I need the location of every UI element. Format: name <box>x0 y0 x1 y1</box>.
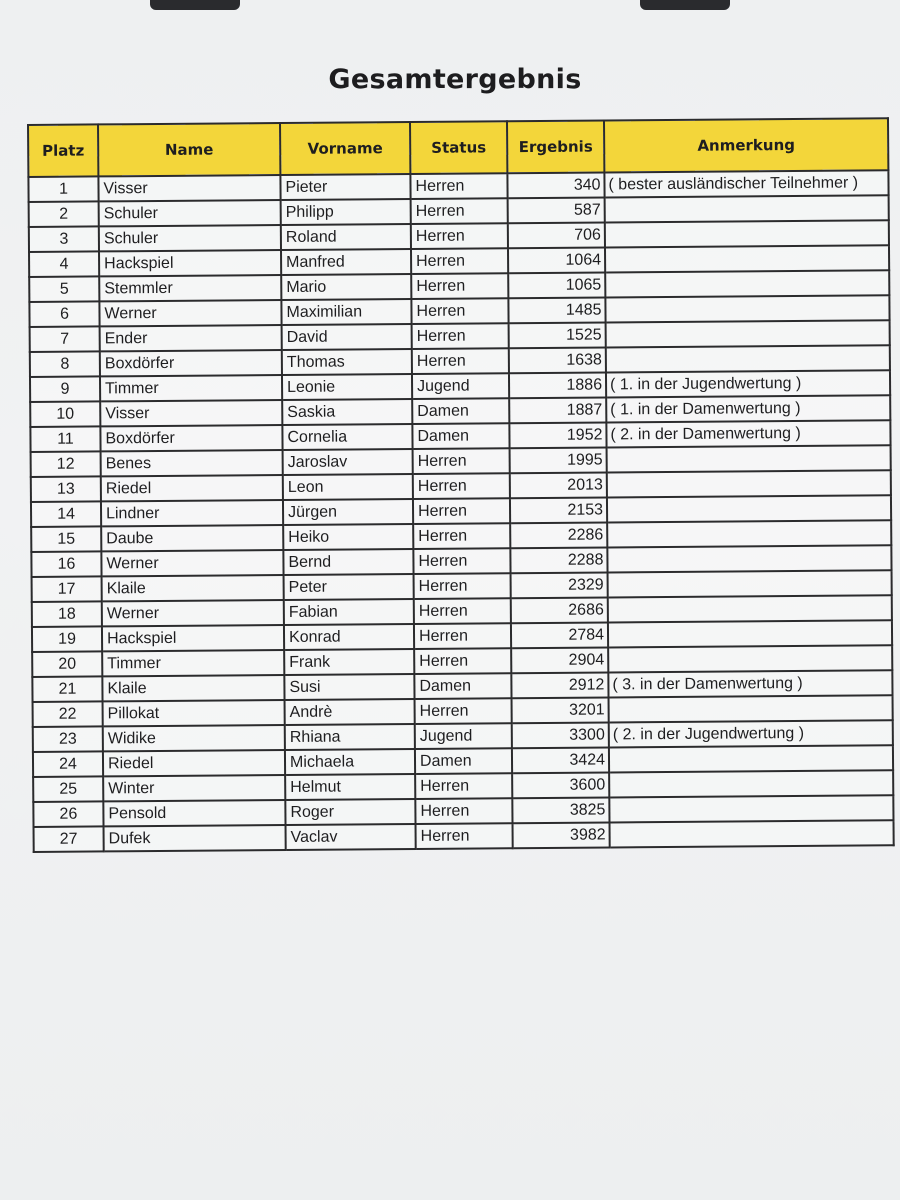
anmerkung-cell <box>605 245 889 272</box>
name-cell: Werner <box>99 300 281 326</box>
platz-cell: 12 <box>31 451 101 477</box>
name-cell: Boxdörfer <box>100 425 282 451</box>
platz-cell: 23 <box>33 726 103 752</box>
name-cell: Lindner <box>101 500 283 526</box>
name-cell: Ender <box>100 325 282 351</box>
platz-cell: 18 <box>32 601 102 627</box>
ergebnis-cell: 2013 <box>510 472 607 498</box>
ergebnis-cell: 3424 <box>512 747 609 773</box>
status-cell: Herren <box>411 223 508 249</box>
status-cell: Jugend <box>412 373 509 399</box>
platz-cell: 10 <box>30 401 100 427</box>
platz-cell: 1 <box>28 176 98 202</box>
vorname-cell: Cornelia <box>282 424 412 450</box>
clipboard-clip-right <box>640 0 730 10</box>
vorname-cell: David <box>282 324 412 350</box>
platz-cell: 19 <box>32 626 102 652</box>
name-cell: Daube <box>101 525 283 551</box>
platz-cell: 11 <box>30 426 100 452</box>
anmerkung-cell <box>608 645 892 672</box>
vorname-cell: Andrè <box>285 699 415 725</box>
platz-cell: 3 <box>29 226 99 252</box>
ergebnis-cell: 3982 <box>513 822 610 848</box>
name-cell: Riedel <box>101 475 283 501</box>
vorname-cell: Helmut <box>285 774 415 800</box>
status-cell: Herren <box>413 498 510 524</box>
platz-cell: 6 <box>29 301 99 327</box>
status-cell: Herren <box>415 773 512 799</box>
table-row <box>34 820 894 852</box>
vorname-cell: Leonie <box>282 374 412 400</box>
column-header-platz: Platz <box>28 124 98 177</box>
ergebnis-cell: 2912 <box>511 672 608 698</box>
anmerkung-cell <box>608 595 892 622</box>
ergebnis-cell: 2329 <box>511 572 608 598</box>
ergebnis-cell: 1638 <box>509 347 606 373</box>
ergebnis-cell: 3825 <box>512 797 609 823</box>
status-cell: Herren <box>414 598 511 624</box>
name-cell: Klaile <box>102 675 284 701</box>
column-header-ergebnis: Ergebnis <box>507 120 604 173</box>
vorname-cell: Maximilian <box>281 299 411 325</box>
anmerkung-cell <box>606 320 890 347</box>
ergebnis-cell: 2288 <box>510 547 607 573</box>
platz-cell: 8 <box>30 351 100 377</box>
ergebnis-cell: 3201 <box>512 697 609 723</box>
results-body <box>28 170 893 852</box>
anmerkung-cell <box>608 620 892 647</box>
name-cell: Werner <box>101 550 283 576</box>
ergebnis-cell: 1485 <box>508 297 605 323</box>
name-cell: Schuler <box>99 225 281 251</box>
vorname-cell: Michaela <box>285 749 415 775</box>
vorname-cell: Pieter <box>280 174 410 200</box>
platz-cell: 21 <box>32 676 102 702</box>
platz-cell: 14 <box>31 501 101 527</box>
status-cell: Herren <box>416 823 513 849</box>
anmerkung-cell <box>610 820 894 847</box>
status-cell: Damen <box>415 748 512 774</box>
vorname-cell: Manfred <box>281 249 411 275</box>
status-cell: Herren <box>411 273 508 299</box>
vorname-cell: Jürgen <box>283 499 413 525</box>
ergebnis-cell: 1064 <box>508 247 605 273</box>
anmerkung-cell <box>609 795 893 822</box>
ergebnis-cell: 587 <box>508 197 605 223</box>
name-cell: Klaile <box>102 575 284 601</box>
vorname-cell: Bernd <box>283 549 413 575</box>
status-cell: Herren <box>413 548 510 574</box>
platz-cell: 15 <box>31 526 101 552</box>
anmerkung-cell <box>606 345 890 372</box>
vorname-cell: Susi <box>284 674 414 700</box>
platz-cell: 20 <box>32 651 102 677</box>
anmerkung-cell: ( 1. in der Damenwertung ) <box>606 395 890 422</box>
status-cell: Damen <box>412 398 509 424</box>
status-cell: Herren <box>415 798 512 824</box>
name-cell: Widike <box>103 725 285 751</box>
anmerkung-cell <box>607 495 891 522</box>
anmerkung-cell <box>607 470 891 497</box>
ergebnis-cell: 2153 <box>510 497 607 523</box>
name-cell: Timmer <box>100 375 282 401</box>
anmerkung-cell: ( bester ausländischer Teilnehmer ) <box>604 170 888 197</box>
ergebnis-cell: 3300 <box>512 722 609 748</box>
anmerkung-cell <box>605 220 889 247</box>
ergebnis-cell: 2904 <box>511 647 608 673</box>
anmerkung-cell <box>607 545 891 572</box>
name-cell: Stemmler <box>99 275 281 301</box>
name-cell: Pensold <box>103 800 285 826</box>
platz-cell: 4 <box>29 251 99 277</box>
vorname-cell: Heiko <box>283 524 413 550</box>
name-cell: Visser <box>100 400 282 426</box>
status-cell: Damen <box>414 673 511 699</box>
name-cell: Dufek <box>104 825 286 851</box>
status-cell: Herren <box>410 173 507 199</box>
status-cell: Herren <box>415 698 512 724</box>
name-cell: Benes <box>101 450 283 476</box>
status-cell: Herren <box>414 573 511 599</box>
platz-cell: 22 <box>33 701 103 727</box>
vorname-cell: Mario <box>281 274 411 300</box>
anmerkung-cell <box>609 745 893 772</box>
name-cell: Hackspiel <box>99 250 281 276</box>
ergebnis-cell: 3600 <box>512 772 609 798</box>
vorname-cell: Thomas <box>282 349 412 375</box>
anmerkung-cell <box>605 270 889 297</box>
anmerkung-cell <box>609 695 893 722</box>
column-header-name: Name <box>98 123 280 176</box>
anmerkung-cell <box>609 770 893 797</box>
ergebnis-cell: 1952 <box>509 422 606 448</box>
platz-cell: 7 <box>30 326 100 352</box>
status-cell: Damen <box>412 423 509 449</box>
name-cell: Timmer <box>102 650 284 676</box>
ergebnis-cell: 1525 <box>509 322 606 348</box>
name-cell: Schuler <box>99 200 281 226</box>
platz-cell: 24 <box>33 751 103 777</box>
platz-cell: 2 <box>29 201 99 227</box>
column-header-anmerkung: Anmerkung <box>604 118 888 172</box>
anmerkung-cell: ( 2. in der Jugendwertung ) <box>609 720 893 747</box>
anmerkung-cell: ( 1. in der Jugendwertung ) <box>606 370 890 397</box>
anmerkung-cell <box>607 445 891 472</box>
status-cell: Herren <box>414 648 511 674</box>
platz-cell: 16 <box>31 551 101 577</box>
status-cell: Herren <box>413 523 510 549</box>
document-title: Gesamtergebnis <box>328 64 582 95</box>
status-cell: Herren <box>411 248 508 274</box>
name-cell: Winter <box>103 775 285 801</box>
status-cell: Jugend <box>415 723 512 749</box>
vorname-cell: Vaclav <box>286 824 416 850</box>
ergebnis-cell: 1887 <box>509 397 606 423</box>
anmerkung-cell <box>605 295 889 322</box>
column-header-status: Status <box>410 121 507 174</box>
ergebnis-cell: 1886 <box>509 372 606 398</box>
anmerkung-cell <box>608 570 892 597</box>
anmerkung-cell: ( 2. in der Damenwertung ) <box>606 420 890 447</box>
platz-cell: 9 <box>30 376 100 402</box>
results-table <box>27 117 895 853</box>
platz-cell: 27 <box>34 826 104 852</box>
anmerkung-cell <box>605 195 889 222</box>
vorname-cell: Philipp <box>281 199 411 225</box>
name-cell: Boxdörfer <box>100 350 282 376</box>
vorname-cell: Fabian <box>284 599 414 625</box>
status-cell: Herren <box>413 448 510 474</box>
ergebnis-cell: 2784 <box>511 622 608 648</box>
ergebnis-cell: 706 <box>508 222 605 248</box>
ergebnis-cell: 1065 <box>508 272 605 298</box>
ergebnis-cell: 2286 <box>510 522 607 548</box>
name-cell: Riedel <box>103 750 285 776</box>
vorname-cell: Jaroslav <box>283 449 413 475</box>
status-cell: Herren <box>414 623 511 649</box>
clipboard-clip-left <box>150 0 240 10</box>
vorname-cell: Saskia <box>282 399 412 425</box>
anmerkung-cell: ( 3. in der Damenwertung ) <box>608 670 892 697</box>
name-cell: Hackspiel <box>102 625 284 651</box>
name-cell: Werner <box>102 600 284 626</box>
ergebnis-cell: 1995 <box>510 447 607 473</box>
table-header-row <box>28 118 888 177</box>
vorname-cell: Leon <box>283 474 413 500</box>
vorname-cell: Roland <box>281 224 411 250</box>
ergebnis-cell: 2686 <box>511 597 608 623</box>
platz-cell: 17 <box>32 576 102 602</box>
vorname-cell: Peter <box>284 574 414 600</box>
vorname-cell: Frank <box>284 649 414 675</box>
platz-cell: 26 <box>33 801 103 827</box>
ergebnis-cell: 340 <box>507 172 604 198</box>
vorname-cell: Roger <box>285 799 415 825</box>
vorname-cell: Konrad <box>284 624 414 650</box>
vorname-cell: Rhiana <box>285 724 415 750</box>
status-cell: Herren <box>412 348 509 374</box>
status-cell: Herren <box>411 198 508 224</box>
column-header-vorname: Vorname <box>280 122 410 175</box>
platz-cell: 13 <box>31 476 101 502</box>
status-cell: Herren <box>412 323 509 349</box>
name-cell: Visser <box>98 175 280 201</box>
results-sheet <box>27 117 893 853</box>
status-cell: Herren <box>411 298 508 324</box>
platz-cell: 5 <box>29 276 99 302</box>
platz-cell: 25 <box>33 776 103 802</box>
status-cell: Herren <box>413 473 510 499</box>
name-cell: Pillokat <box>103 700 285 726</box>
anmerkung-cell <box>607 520 891 547</box>
